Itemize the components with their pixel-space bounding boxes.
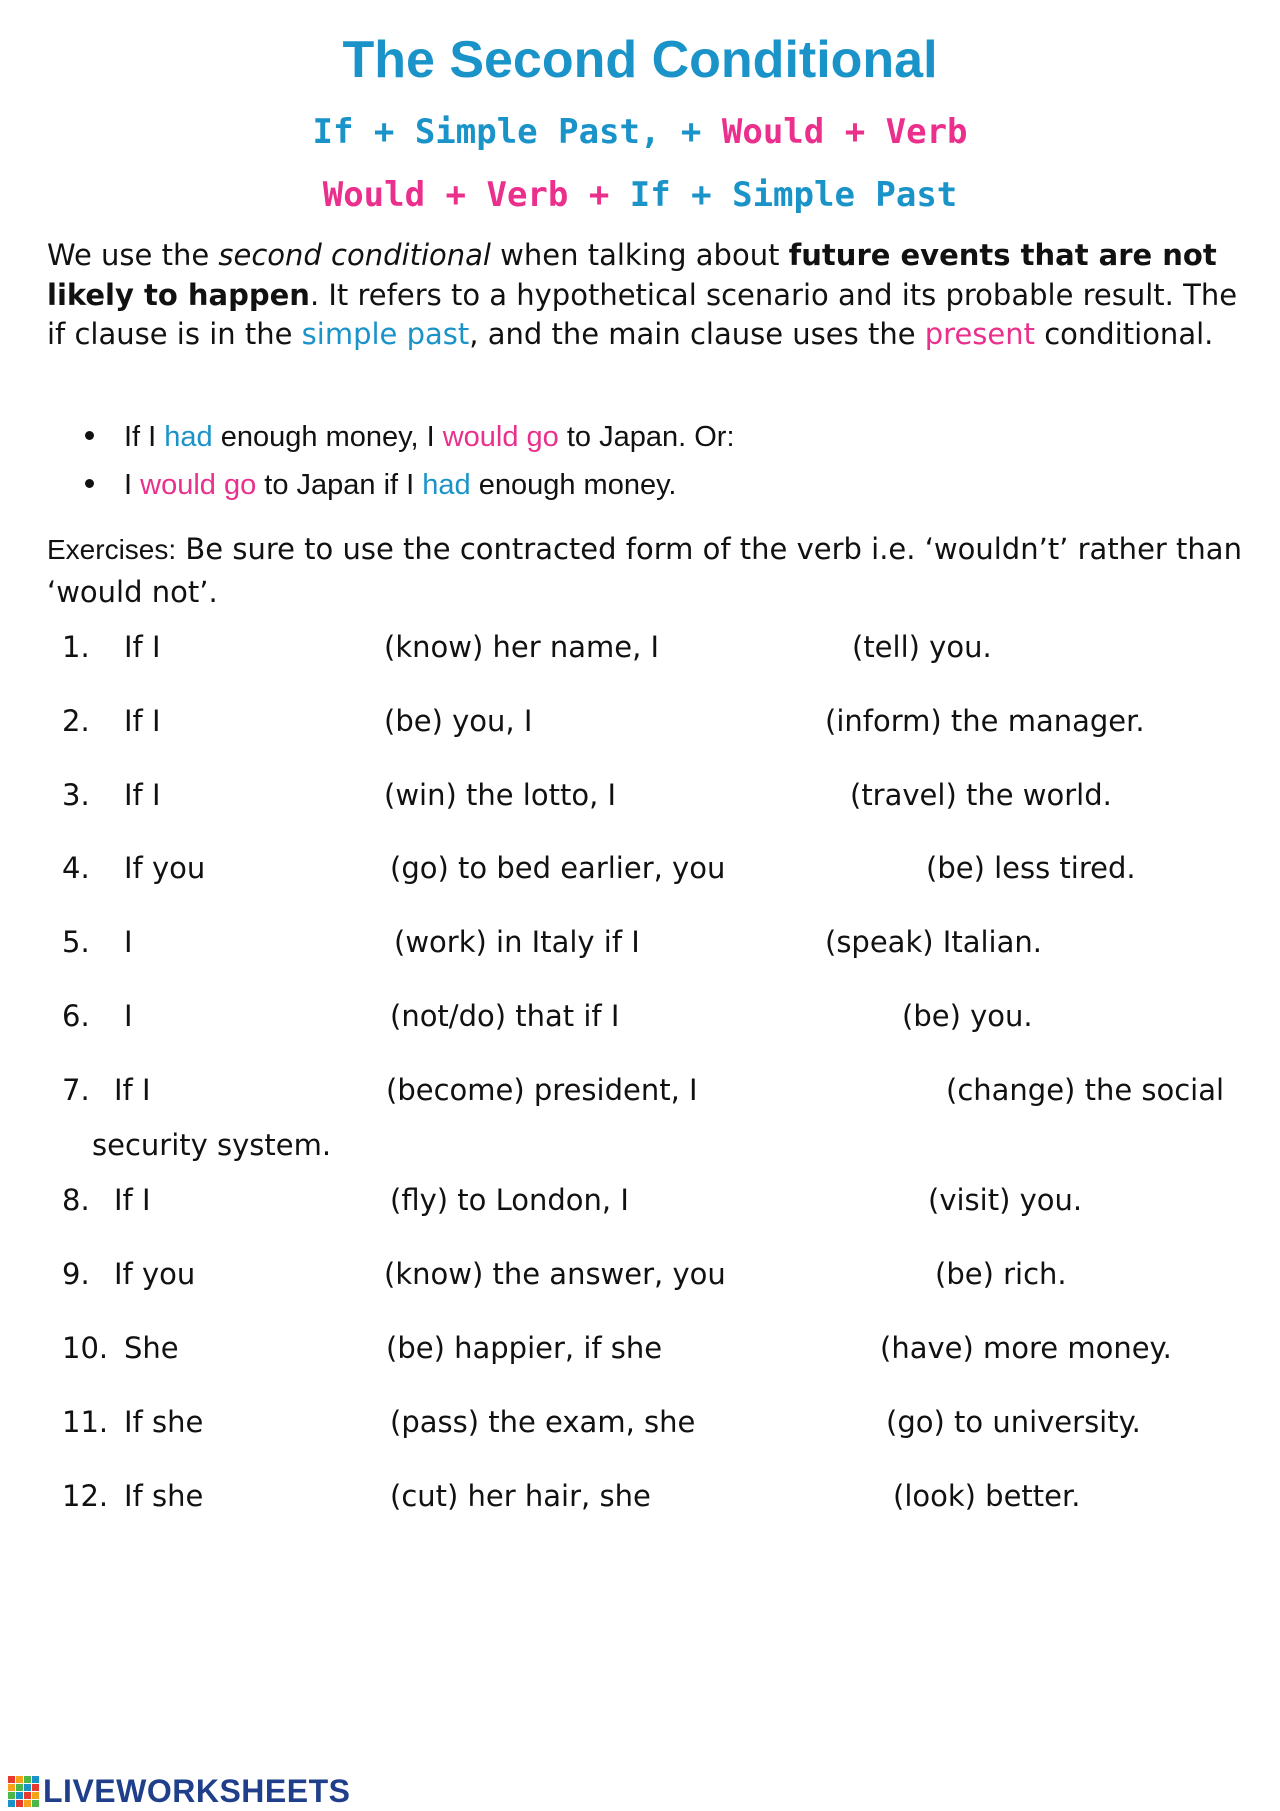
exercise-middle: (be) happier, if she [386,1331,663,1365]
exercise-end: (tell) you. [852,630,992,664]
exercise-number: 5. [62,925,90,959]
exercise-middle: (be) you, I [384,704,533,738]
intro-text: conditional. [1035,317,1214,351]
exercise-middle: (pass) the exam, she [390,1405,696,1439]
exercise-end: (have) more money. [880,1331,1172,1365]
example-past-verb: had [164,421,213,453]
example-would-verb: would go [140,469,257,501]
exercise-end: (be) you. [902,999,1033,1033]
exercise-number: 7. [62,1073,90,1107]
intro-text: . It refers to a hypothetical scenario and its probable result. The if clause is in the [47,277,1238,351]
exercise-number: 8. [62,1183,90,1217]
exercise-end: (go) to university. [886,1405,1141,1439]
exercise-end: (travel) the world. [850,778,1112,812]
exercises-instructions [47,528,1247,613]
exercise-start: If I [124,704,161,738]
intro-emphasis: future events that are not likely to happen [47,238,1217,312]
formula-would-clause: Would + Verb + [322,175,630,215]
example-text: to Japan. Or: [558,421,735,453]
exercise-end: (look) better. [893,1479,1081,1513]
exercise-start: If you [114,1257,196,1291]
exercises-label: Exercises: [47,534,177,565]
exercise-start: If I [124,630,161,664]
exercise-middle: (fly) to London, I [390,1183,629,1217]
exercise-end: (change) the social [946,1073,1225,1107]
exercise-end: (be) less tired. [926,851,1136,885]
exercise-start: If she [124,1405,204,1439]
exercise-start: I [124,999,133,1033]
formula-would-clause: Would + Verb [721,112,968,152]
exercise-number: 6. [62,999,90,1033]
example-would-verb: would go [442,421,559,453]
exercise-start: I [124,925,133,959]
intro-present: present [924,317,1036,351]
exercise-middle: (know) the answer, you [384,1257,726,1291]
example-past-verb: had [422,469,471,501]
exercise-number: 2. [62,704,90,738]
exercise-end: (speak) Italian. [825,925,1042,959]
formula-line-2 [0,175,1280,215]
exercise-start: She [124,1331,179,1365]
exercise-end: (visit) you. [928,1183,1083,1217]
exercise-start: If I [114,1183,151,1217]
exercise-number: 1. [62,630,90,664]
page-title: The Second Conditional [342,31,938,89]
logo-text: LIVEWORKSHEETS [43,1773,351,1809]
example-text: I [124,469,141,501]
formula-line-1 [0,112,1280,152]
exercise-middle: (work) in Italy if I [394,925,640,959]
exercise-number: 3. [62,778,90,812]
intro-simple-past: simple past [301,317,470,351]
example-text: enough money. [470,469,677,501]
intro-term: second conditional [218,238,491,272]
exercise-start: If I [114,1073,151,1107]
exercise-end: (inform) the manager. [825,704,1145,738]
exercise-continuation: security system. [92,1128,332,1162]
exercise-start: If you [124,851,206,885]
exercise-start: If I [124,778,161,812]
exercise-number: 9. [62,1257,90,1291]
logo-grid-icon [8,1776,39,1807]
exercises-instruction-text: Be sure to use the contracted form of the verb i.e. ‘wouldn’t’ rather than ‘would not’. [47,532,1242,609]
bullet-icon [85,479,94,488]
exercise-middle: (become) president, I [386,1073,698,1107]
intro-text: when talking about [490,238,789,272]
formula-if-clause: If + Simple Past [629,175,958,215]
intro-paragraph [47,236,1247,355]
example-bullet [85,469,677,502]
exercise-middle: (cut) her hair, she [390,1479,651,1513]
example-text: to Japan if I [256,469,423,501]
exercise-number: 11. [62,1405,109,1439]
example-text: If I [124,421,165,453]
bullet-icon [85,431,94,440]
exercise-middle: (not/do) that if I [390,999,620,1033]
example-bullet [85,421,735,454]
formula-if-clause: If + Simple Past, + [312,112,722,152]
exercise-middle: (go) to bed earlier, you [390,851,726,885]
exercise-middle: (win) the lotto, I [384,778,617,812]
exercise-number: 10. [62,1331,109,1365]
exercise-number: 4. [62,851,90,885]
intro-text: We use the [47,238,219,272]
exercise-end: (be) rich. [935,1257,1067,1291]
liveworksheets-logo[interactable] [8,1773,350,1810]
example-text: enough money, I [212,421,443,453]
exercise-number: 12. [62,1479,109,1513]
exercise-middle: (know) her name, I [384,630,660,664]
intro-text: , and the main clause uses the [469,317,925,351]
exercise-start: If she [124,1479,204,1513]
